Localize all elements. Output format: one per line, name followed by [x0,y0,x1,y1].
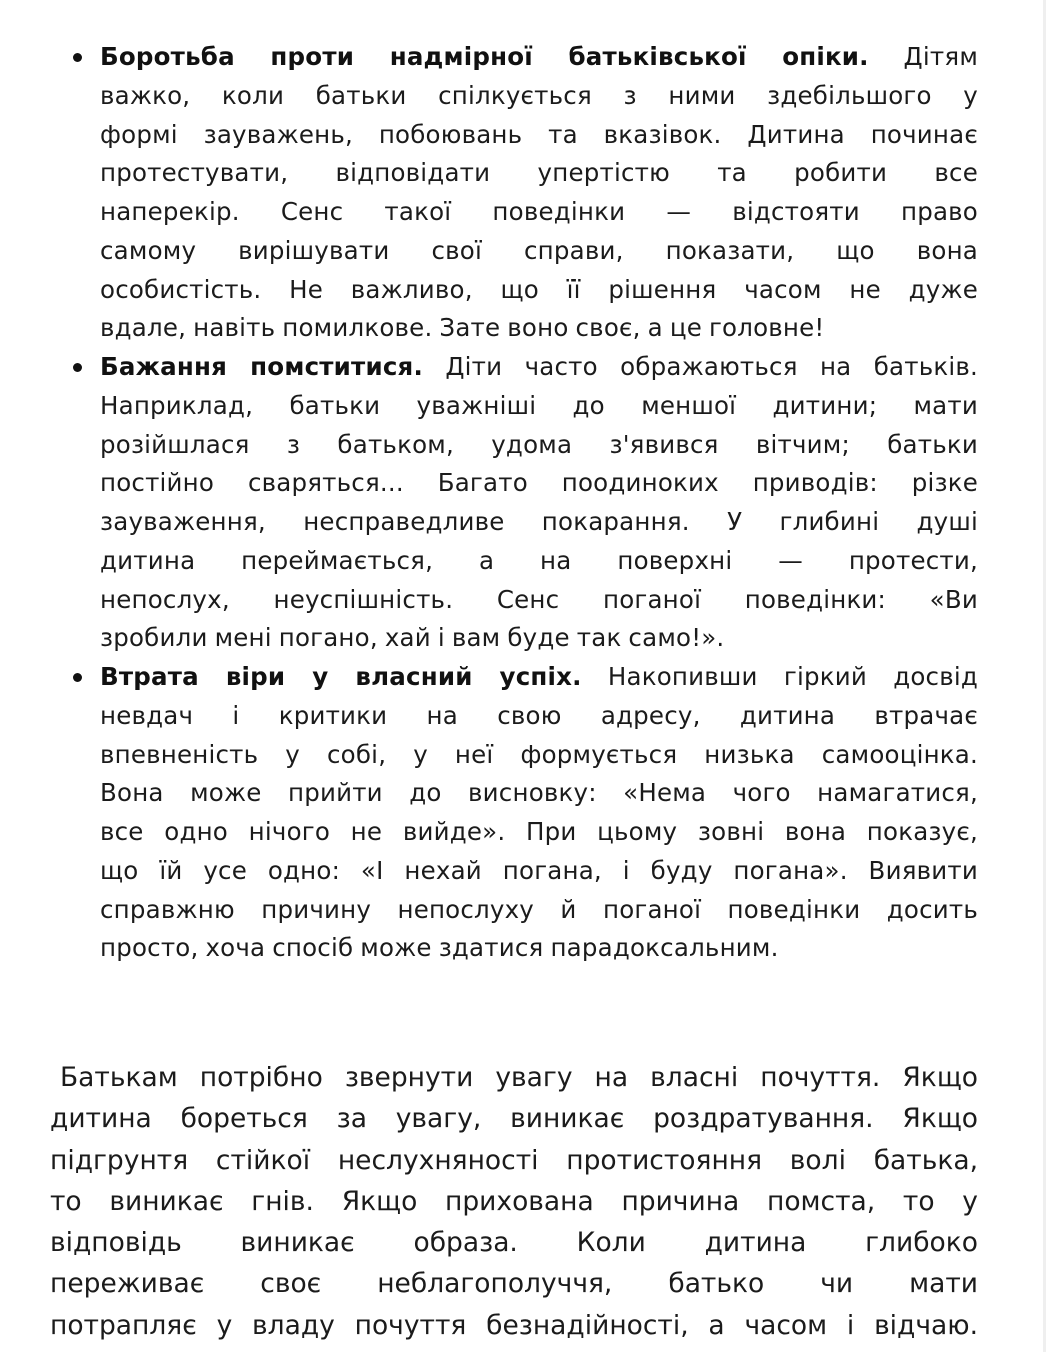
text-line [100,38,978,77]
text-line: самому вирішувати свої справи, показати, що вона [100,235,978,265]
text-line: протестувати, відповідати упертістю та робити все [100,158,978,188]
text-line: дитина бореться за увагу, виникає роздратування. Якщо [50,1103,978,1135]
text-line: то виникає гнів. Якщо прихована причина помста, то у [50,1185,978,1217]
text-line: Наприклад, батьки уважніші до меншої дитини; мати [100,390,978,420]
text-line: все одно нічого не вийде». При цьому зовні вона показує, [100,817,978,846]
text-line: дитина переймається, а на поверхні — протести, [100,545,978,575]
text-line: що їй усе одно: «І нехай погана, і буду погана». Виявити [100,855,978,885]
text-line: потрапляє у владу почуття безнадійності, а часом і відчаю. [50,1309,978,1341]
text-line: переживає своє неблагополуччя, батько чи мати [50,1268,978,1300]
conclusion-paragraph [50,1057,978,1346]
text-line: справжню причину непослуху й поганої поведінки досить [100,894,978,924]
text-line: постійно сваряться... Багато поодиноких приводів: різке [100,468,978,498]
text-line: наперекір. Сенс такої поведінки — відстояти право [100,197,978,226]
text-line: відповідь виникає образа. Коли дитина глибоко [50,1227,978,1259]
item-lead: Втрата віри у власний успіх. [100,662,582,691]
text-line [100,658,978,697]
item-text: Діти часто ображаються на батьків. [422,352,978,381]
reasons-list [100,38,978,968]
list-item [100,38,978,348]
text-line: важко, коли батьки спілкується з ними здебільшого у [100,80,978,110]
text-line [100,348,978,387]
item-text: Дітям [868,42,978,71]
text-line: зробили мені погано, хай і вам буде так само!». [100,623,725,653]
text-line: невдач і критики на свою адресу, дитина втрачає [100,700,978,730]
text-line: Вона може прийти до висновку: «Нема чого намагатися, [100,778,978,808]
text-line: формі зауважень, побоювань та вказівок. Дитина починає [100,119,978,149]
text-line: зауваження, несправедливе покарання. У глибині душі [100,507,978,536]
item-text: Накопивши гіркий досвід [581,662,978,691]
text-line: вдале, навіть помилкове. Зате воно своє, а це головне! [100,313,825,343]
text-line: непослух, неуспішність. Сенс поганої поведінки: «Ви [100,584,978,614]
text-line: Батькам потрібно звернути увагу на власні почуття. Якщо [60,1062,978,1093]
text-line: просто, хоча спосіб може здатися парадоксальним. [100,933,779,963]
list-item [100,348,978,658]
bullet-icon [73,53,82,62]
bullet-icon [73,673,82,682]
bullet-icon [73,363,82,372]
text-line: особистість. Не важливо, що її рішення часом не дуже [100,274,978,304]
item-lead: Боротьба проти надмірної батьківської опіки. [100,42,869,71]
text-line: підгрунтя стійкої неслухняності протистояння волі батька, [50,1144,978,1176]
text-line: впевненість у собі, у неї формується низька самооцінка. [100,739,978,769]
text-line: розійшлася з батьком, удома з'явився вітчим; батьки [100,429,978,459]
item-lead: Бажання помститися. [100,352,423,381]
list-item [100,658,978,968]
